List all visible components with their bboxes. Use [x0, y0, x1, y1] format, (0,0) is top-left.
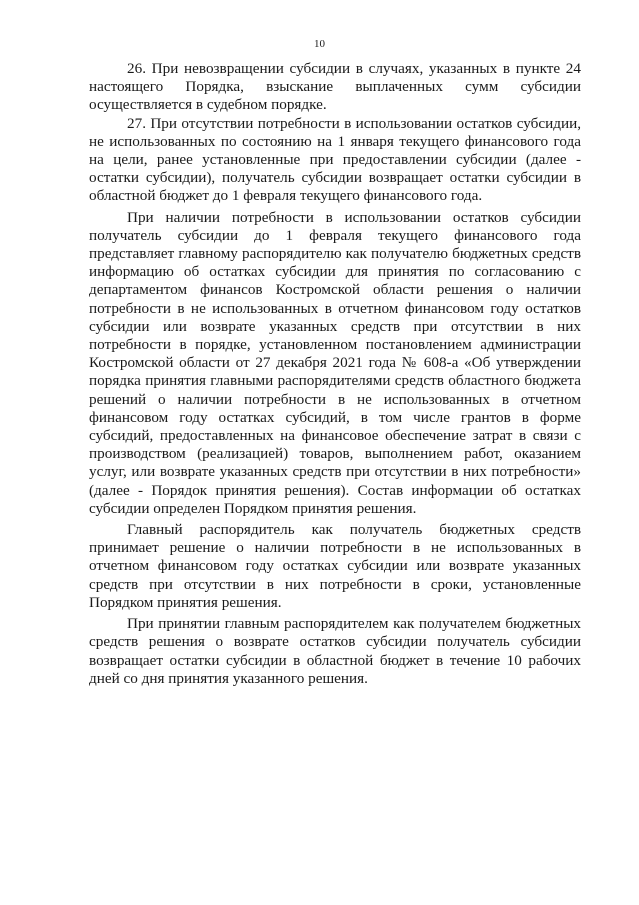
paragraph-main-manager-decision: Главный распорядитель как получатель бюджетных средств принимает решение о наличии потребности в не использованных в отчетном финансовом году остатках субсидии или возврате указанных средств при отсутствии в них потребности в сроки, установленные Порядком принятия решения.	[89, 521, 581, 611]
paragraph-27: 27. При отсутствии потребности в использовании остатков субсидии, не использованных по состоянию на 1 января текущего финансового года на цели, ранее установленные при предоставлении субсидии (далее - остатки субсидии), получатель субсидии возвращает остатки субсидии в областной бюджет до 1 февраля текущего финансового года.	[89, 114, 581, 205]
document-body	[89, 60, 581, 688]
page-number: 10	[314, 38, 325, 50]
paragraph-subsidy-need: При наличии потребности в использовании остатков субсидии получатель субсидии до 1 февраля текущего финансового года представляет главному распорядителю как получателю бюджетных средств информацию об остатках субсидии для принятия по согласованию с департаментом финансов Костромской области решения о наличии потребности в не использованных в отчетном финансовом году остатков субсидии или возврате указанных средств при отсутствии в них потребности в порядке, установленном постановлением администрации Костромской области от 27 декабря 2021 года № 608-а «Об утверждении порядка принятия главными распорядителями средств областного бюджета решений о наличии потребности в не использованных в отчетном финансовом году остатках субсидий, в том числе грантов в форме субсидий, предоставленных на финансовое обеспечение затрат в связи с производством (реализацией) товаров, выполнением работ, оказанием услуг, или возврате указанных средств при отсутствии в них потребности» (далее - Порядок принятия решения). Состав информации об остатках субсидии определен Порядком принятия решения.	[89, 208, 581, 517]
paragraph-return-decision: При принятии главным распорядителем как получателем бюджетных средств решения о возврате остатков субсидии получатель субсидии возвращает остатки субсидии в областной бюджет в течение 10 рабочих дней со дня принятия указанного решения.	[89, 615, 581, 687]
paragraph-26: 26. При невозвращении субсидии в случаях, указанных в пункте 24 настоящего Порядка, взыскание выплаченных сумм субсидии осуществляется в судебном порядке.	[89, 60, 581, 114]
